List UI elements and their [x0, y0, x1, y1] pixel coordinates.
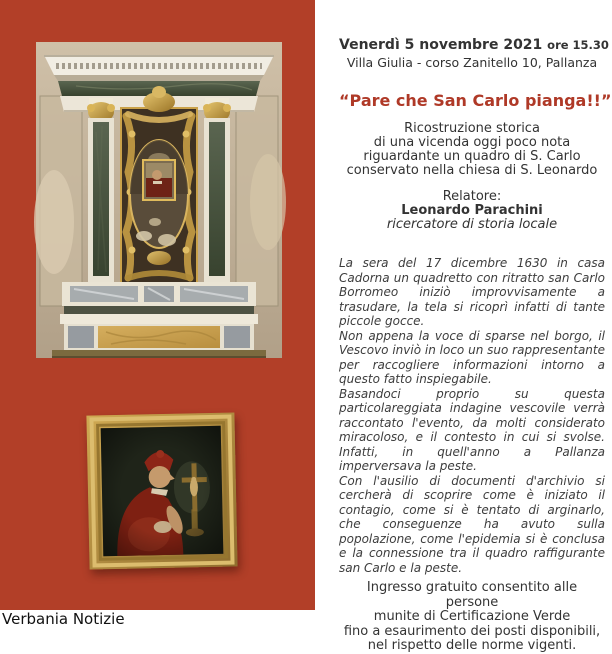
intro-line: conservato nella chiesa di S. Leonardo: [346, 163, 598, 178]
event-date: [339, 37, 609, 54]
altar-photo: [36, 42, 282, 358]
speaker-name: Leonardo Parachini: [401, 203, 543, 218]
footer-credit: Verbania Notizie: [2, 610, 125, 628]
admission-notice: [339, 581, 605, 654]
event-description: [339, 122, 605, 178]
san-carlo-portrait: [143, 160, 175, 200]
photo-panel: [0, 0, 315, 610]
admission-line: nel rispetto delle norme vigenti.: [367, 638, 577, 653]
speaker-role: ricercatore di storia locale: [386, 217, 558, 232]
speaker-label: Relatore:: [442, 189, 502, 204]
gilded-panel: [121, 86, 197, 284]
intro-line: riguardante un quadro di S. Carlo: [363, 149, 581, 164]
story-paragraph: Con l'ausilio di documenti d'archivio si cercherà di scoprire come è iniziato il contagio, come si è tentato di arginarlo, che conseguenze ha avuto sulla popolazione, come l'epidemia si è conclusa e la connessione tra il quadro raffigurante san Carlo e la peste.: [339, 473, 605, 575]
event-title: “Pare che San Carlo pianga!!”: [339, 91, 612, 110]
story-paragraph: La sera del 17 dicembre 1630 in casa Cadorna un quadretto con ritratto san Carlo Borromeo iniziò improvvisamente a trasudare, la tela si ricoprì infatti di tante piccole gocce.: [339, 256, 605, 328]
admission-line: munite di Certificazione Verde: [373, 609, 571, 624]
speaker-block: [339, 190, 605, 232]
admission-line: fino a esaurimento dei posti disponibili,: [343, 623, 601, 639]
san-carlo-painting-photo: [86, 412, 237, 569]
marble-antependium: [98, 326, 220, 348]
predella: [62, 282, 256, 306]
story-paragraph: Non appena la voce di sparse nel borgo, il Vescovo inviò in loco un suo rappresentante per raccogliere informazioni intorno a questo fatto inspiegabile.: [339, 328, 605, 386]
story-text: [339, 256, 605, 575]
right-column: [203, 98, 231, 292]
admission-line: Ingresso gratuito consentito alle persone: [366, 580, 578, 610]
story-paragraph: Basandoci proprio su questa particolareggiata indagine vescovile verrà raccontato l'evento, da molti considerato miracoloso, e il contesto in cui si svolse. Infatti, in quell'anno a Pallanza imperversava la peste.: [339, 386, 605, 473]
altar-table: [52, 314, 266, 358]
event-venue: Villa Giulia - corso Zanitello 10, Pallanza: [346, 55, 598, 70]
intro-line: Ricostruzione storica: [404, 121, 540, 136]
date-text: Venerdì 5 novembre 2021: [339, 37, 543, 53]
left-column: [87, 98, 115, 292]
intro-line: di una vicenda oggi poco nota: [373, 135, 571, 150]
time-text: ore 15.30: [547, 38, 609, 52]
event-details: [315, 0, 612, 653]
